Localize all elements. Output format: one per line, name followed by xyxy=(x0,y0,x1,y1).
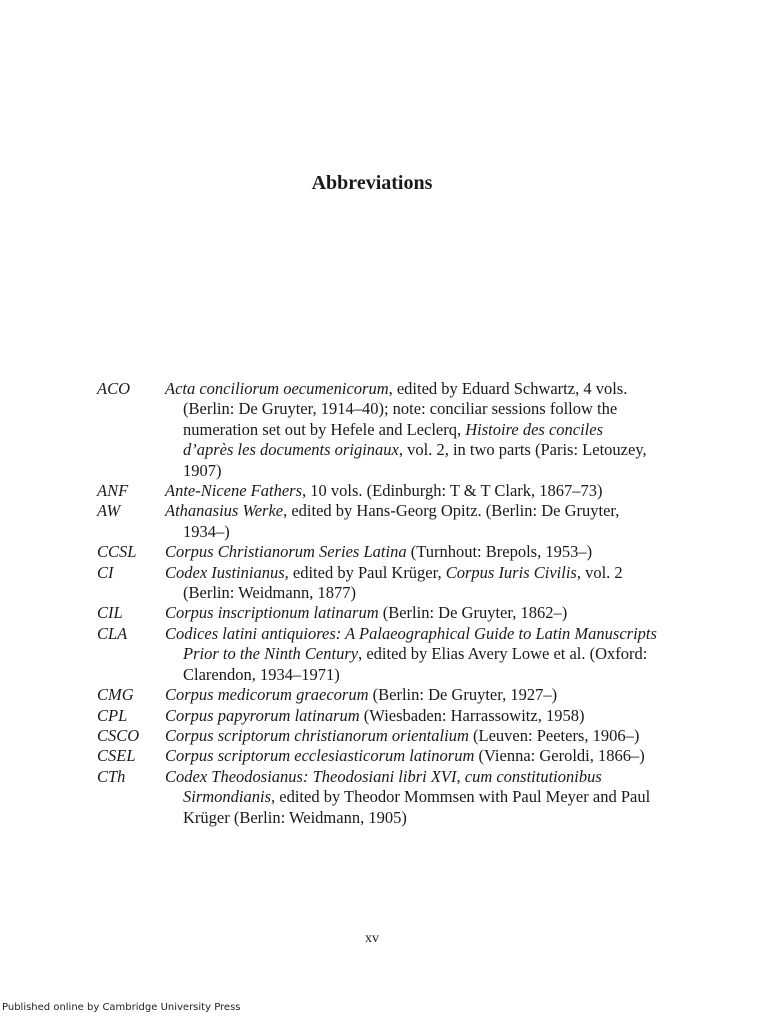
work-title: Codices latini antiquiores: A Palaeographical Guide to Latin Manuscripts Prior to the Ninth Century xyxy=(165,623,657,664)
citation-text: , edited by Eduard Schwartz, 4 vols. (Berlin: De Gruyter, 1914–40); note: conciliar sessions follow the numeration set out by Hefele and Leclerq, xyxy=(183,379,628,439)
abbreviation-definition xyxy=(165,379,657,481)
abbreviation-definition xyxy=(165,706,657,726)
abbreviation-term: CCSL xyxy=(97,542,137,562)
abbreviation-term: AW xyxy=(97,501,121,521)
work-title: Corpus inscriptionum latinarum xyxy=(165,603,379,623)
abbreviation-term: CMG xyxy=(97,685,134,705)
abbreviation-entry xyxy=(97,481,657,501)
abbreviation-definition xyxy=(165,767,657,828)
work-title: Corpus Christianorum Series Latina xyxy=(165,542,407,562)
abbreviation-definition xyxy=(165,746,657,766)
abbreviation-entry xyxy=(97,685,657,705)
work-title: Ante-Nicene Fathers xyxy=(165,481,302,501)
work-title: Corpus scriptorum christianorum orientalium xyxy=(165,725,469,745)
work-title: Acta conciliorum oecumenicorum xyxy=(165,379,389,398)
abbreviation-entry xyxy=(97,501,657,542)
work-title: Codex Iustinianus, xyxy=(165,562,289,582)
abbreviation-entry xyxy=(97,542,657,562)
abbreviation-definition xyxy=(165,563,657,604)
citation-text: (Wiesbaden: Harrassowitz, 1958) xyxy=(359,705,585,725)
work-title: Codex Theodosianus: Theodosiani libri XVI, cum constitutionibus Sirmondianis, xyxy=(165,766,602,807)
citation-text: , vol. 2 (Berlin: Weidmann, 1877) xyxy=(183,562,623,603)
abbreviation-definition xyxy=(165,603,657,623)
work-title: Corpus papyrorum latinarum xyxy=(165,705,360,725)
abbreviation-entry xyxy=(97,706,657,726)
work-title: Corpus scriptorum ecclesiasticorum latinorum xyxy=(165,746,475,766)
abbreviation-entry xyxy=(97,563,657,604)
citation-text: (Berlin: De Gruyter, 1862–) xyxy=(378,603,568,623)
citation-text: (Vienna: Geroldi, 1866–) xyxy=(474,746,645,766)
abbreviation-term: CSEL xyxy=(97,746,136,766)
abbreviation-definition xyxy=(165,542,657,562)
abbreviation-definition xyxy=(165,685,657,705)
abbreviation-term: CSCO xyxy=(97,725,140,745)
abbreviation-definition xyxy=(165,726,657,746)
abbreviation-term: CIL xyxy=(97,603,123,623)
abbreviations-list xyxy=(97,379,657,828)
citation-text: , 10 vols. (Edinburgh: T & T Clark, 1867–73) xyxy=(302,481,603,501)
citation-text: (Berlin: De Gruyter, 1927–) xyxy=(368,685,558,705)
abbreviation-entry xyxy=(97,624,657,685)
abbreviation-term: CLA xyxy=(97,623,128,643)
work-title: Athanasius Werke xyxy=(165,501,284,521)
citation-text: , vol. 2, in two parts (Paris: Letouzey, 1907) xyxy=(183,440,647,480)
citation-text: , edited by Hans-Georg Opitz. (Berlin: De Gruyter, 1934–) xyxy=(183,501,620,541)
citation-text: edited by Theodor Mommsen with Paul Meyer and Paul Krüger (Berlin: Weidmann, 1905) xyxy=(183,787,651,827)
page-title: Abbreviations xyxy=(311,172,433,195)
citation-text: (Leuven: Peeters, 1906–) xyxy=(468,725,640,745)
publisher-footer: Published online by Cambridge University Press xyxy=(2,1002,241,1013)
abbreviation-entry xyxy=(97,746,657,766)
page-number: xv xyxy=(365,931,379,946)
abbreviation-term: CPL xyxy=(97,705,128,725)
work-title: Corpus medicorum graecorum xyxy=(165,685,369,705)
work-title: Histoire des conciles d’après les documents originaux xyxy=(183,419,604,460)
abbreviation-entry xyxy=(97,767,657,828)
abbreviation-entry xyxy=(97,603,657,623)
abbreviation-entry xyxy=(97,379,657,481)
abbreviation-definition xyxy=(165,624,657,685)
citation-text: (Turnhout: Brepols, 1953–) xyxy=(406,542,593,562)
abbreviation-term: CI xyxy=(97,562,114,582)
abbreviation-term: ACO xyxy=(97,379,130,398)
citation-text: edited by Paul Krüger, xyxy=(288,562,446,582)
work-title: Corpus Iuris Civilis xyxy=(445,562,577,582)
abbreviation-term: ANF xyxy=(97,481,129,501)
citation-text: , edited by Elias Avery Lowe et al. (Oxford: Clarendon, 1934–1971) xyxy=(183,644,648,684)
abbreviation-term: CTh xyxy=(97,766,126,786)
abbreviation-entry xyxy=(97,726,657,746)
abbreviation-definition xyxy=(165,481,657,501)
abbreviation-definition xyxy=(165,501,657,542)
